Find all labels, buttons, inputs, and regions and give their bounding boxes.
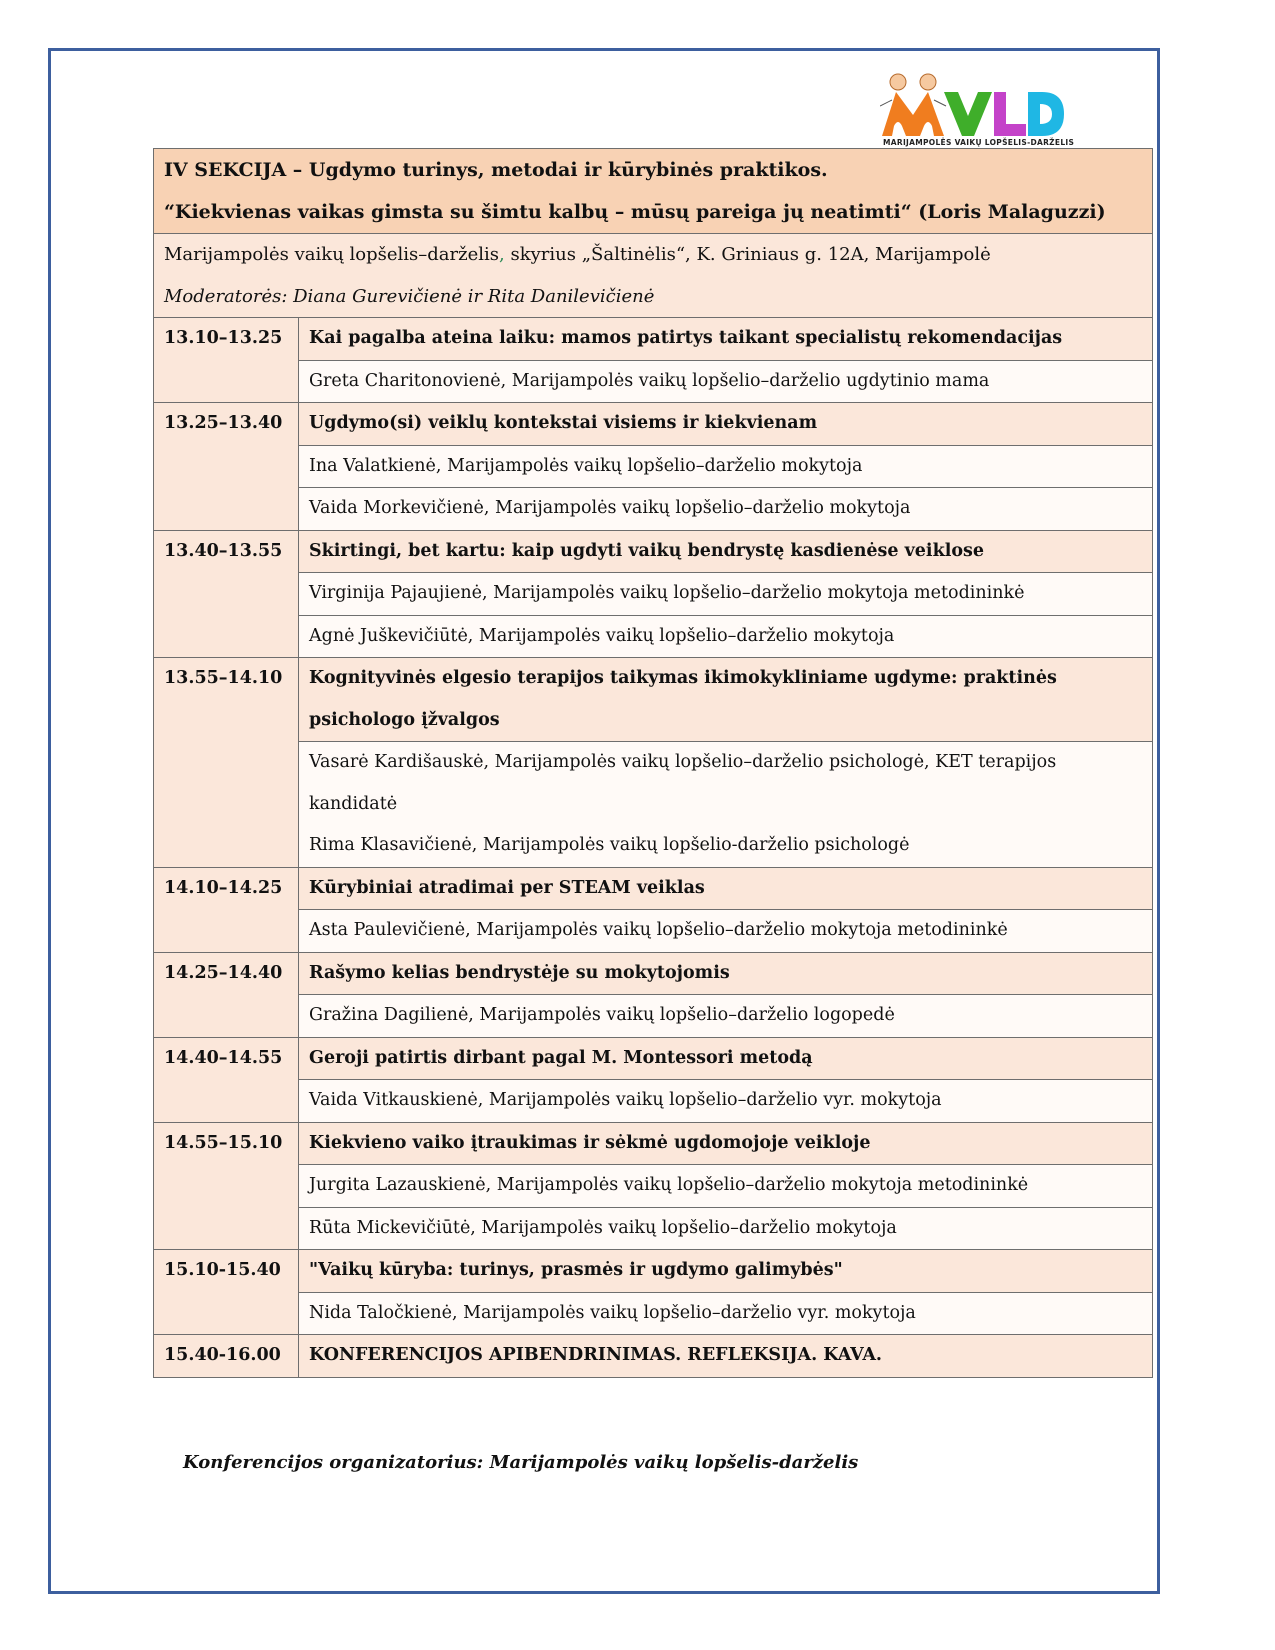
speaker-name: Nida Taločkienė, Marijampolės vaikų lopšelio–darželio vyr. mokytoja <box>299 1292 1153 1335</box>
speaker-row <box>154 615 1153 658</box>
session-time: 14.40–14.55 <box>154 1037 299 1122</box>
section-header-row <box>154 149 1153 234</box>
speaker-row <box>154 1207 1153 1250</box>
session-row <box>154 867 1153 910</box>
speaker-name: Virginija Pajaujienė, Marijampolės vaikų lopšelio–darželio mokytoja metodininkė <box>299 573 1153 616</box>
speaker-row <box>154 1292 1153 1335</box>
logo-head-right <box>920 74 936 90</box>
section-title: IV SEKCIJA – Ugdymo turinys, metodai ir kūrybinės praktikos. <box>164 159 828 181</box>
session-title: Kiekvieno vaiko įtraukimas ir sėkmė ugdomojoje veikloje <box>299 1122 1153 1165</box>
session-row <box>154 1122 1153 1165</box>
speaker-row <box>154 1080 1153 1123</box>
speaker-name: Ina Valatkienė, Marijampolės vaikų lopšelio–darželio mokytoja <box>299 445 1153 488</box>
section-quote: “Kiekvienas vaikas gimsta su šimtu kalbų – mūsų pareiga jų neatimti“ (Loris Malaguzzi) <box>164 201 1106 223</box>
speaker-name: Agnė Juškevičiūtė, Marijampolės vaikų lopšelio–darželio mokytoja <box>299 615 1153 658</box>
session-row <box>154 530 1153 573</box>
session-time: 13.10–13.25 <box>154 318 299 403</box>
speaker-row <box>154 573 1153 616</box>
logo-letter-d <box>1028 92 1064 136</box>
session-title: Geroji patirtis dirbant pagal M. Montessori metodą <box>299 1037 1153 1080</box>
session-time: 14.55–15.10 <box>154 1122 299 1250</box>
session-time: 15.10-15.40 <box>154 1250 299 1335</box>
speaker-name: Gražina Dagilienė, Marijampolės vaikų lopšelio–darželio logopedė <box>299 995 1153 1038</box>
session-title: Kai pagalba ateina laiku: mamos patirtys taikant specialistų rekomendacijas <box>299 318 1153 361</box>
organizer-note: Konferencijos organizatorius: Marijampolės vaikų lopšelis-darželis <box>183 1452 859 1473</box>
speaker-name: Jurgita Lazauskienė, Marijampolės vaikų lopšelio–darželio mokytoja metodininkė <box>299 1165 1153 1208</box>
venue-row <box>154 234 1153 318</box>
speaker-row <box>154 742 1153 868</box>
session-title: Kūrybiniai atradimai per STEAM veiklas <box>299 867 1153 910</box>
session-row <box>154 1335 1153 1378</box>
session-time: 13.25–13.40 <box>154 403 299 531</box>
venue-cell <box>154 234 1153 318</box>
logo-letter-m <box>882 92 944 136</box>
speaker-name: Vaida Morkevičienė, Marijampolės vaikų lopšelio–darželio mokytoja <box>299 488 1153 531</box>
moderators: Moderatorės: Diana Gurevičienė ir Rita Danilevičienė <box>164 285 655 307</box>
session-time: 13.40–13.55 <box>154 530 299 658</box>
program-table <box>153 148 1153 1378</box>
session-time: 14.25–14.40 <box>154 952 299 1037</box>
session-row <box>154 1250 1153 1293</box>
speaker-row <box>154 1165 1153 1208</box>
venue-name: Marijampolės vaikų lopšelis–darželis <box>164 244 500 265</box>
speaker-row <box>154 995 1153 1038</box>
session-title: Ugdymo(si) veiklų kontekstai visiems ir kiekvienam <box>299 403 1153 446</box>
session-time: 13.55–14.10 <box>154 658 299 868</box>
logo-letter-v <box>944 92 992 136</box>
venue-comma: , <box>499 244 505 265</box>
session-time: 14.10–14.25 <box>154 867 299 952</box>
speaker-name: Asta Paulevičienė, Marijampolės vaikų lopšelio–darželio mokytoja metodininkė <box>299 910 1153 953</box>
speaker-name: Vasarė Kardišauskė, Marijampolės vaikų lopšelio–darželio psichologė, KET terapijos kandidatė <box>309 752 1057 814</box>
speaker-row <box>154 488 1153 531</box>
logo-letter-l <box>994 92 1026 136</box>
logo-head-left <box>890 74 906 90</box>
session-row <box>154 658 1153 742</box>
session-row <box>154 1037 1153 1080</box>
venue-address <box>164 234 1142 276</box>
speaker-cell <box>299 742 1153 868</box>
session-row <box>154 318 1153 361</box>
session-row <box>154 403 1153 446</box>
logo-caption: MARIJAMPOLĖS VAIKŲ LOPŠELIS-DARŽELIS <box>883 138 1075 147</box>
speaker-name: Vaida Vitkauskienė, Marijampolės vaikų lopšelio–darželio vyr. mokytoja <box>299 1080 1153 1123</box>
speaker-row <box>154 910 1153 953</box>
session-time: 15.40-16.00 <box>154 1335 299 1378</box>
session-title: Skirtingi, bet kartu: kaip ugdyti vaikų bendrystę kasdienėse veiklose <box>299 530 1153 573</box>
session-row <box>154 952 1153 995</box>
speaker-name: Greta Charitonovienė, Marijampolės vaikų lopšelio–darželio ugdytinio mama <box>299 360 1153 403</box>
venue-location: skyrius „Šaltinėlis“, K. Griniaus g. 12A, Marijampolė <box>504 244 991 265</box>
speaker-name: Rima Klasavičienė, Marijampolės vaikų lopšelio-darželio psichologė <box>309 835 910 855</box>
speaker-row <box>154 360 1153 403</box>
session-title: Kognityvinės elgesio terapijos taikymas ikimokykliniame ugdyme: praktinės psichologo įžvalgos <box>299 658 1153 742</box>
speaker-name: Rūta Mickevičiūtė, Marijampolės vaikų lopšelio–darželio mokytoja <box>299 1207 1153 1250</box>
speaker-row <box>154 445 1153 488</box>
session-title: Rašymo kelias bendrystėje su mokytojomis <box>299 952 1153 995</box>
section-header-cell <box>154 149 1153 234</box>
session-title: KONFERENCIJOS APIBENDRINIMAS. REFLEKSIJA. KAVA. <box>299 1335 1153 1378</box>
session-title: "Vaikų kūryba: turinys, prasmės ir ugdymo galimybės" <box>299 1250 1153 1293</box>
